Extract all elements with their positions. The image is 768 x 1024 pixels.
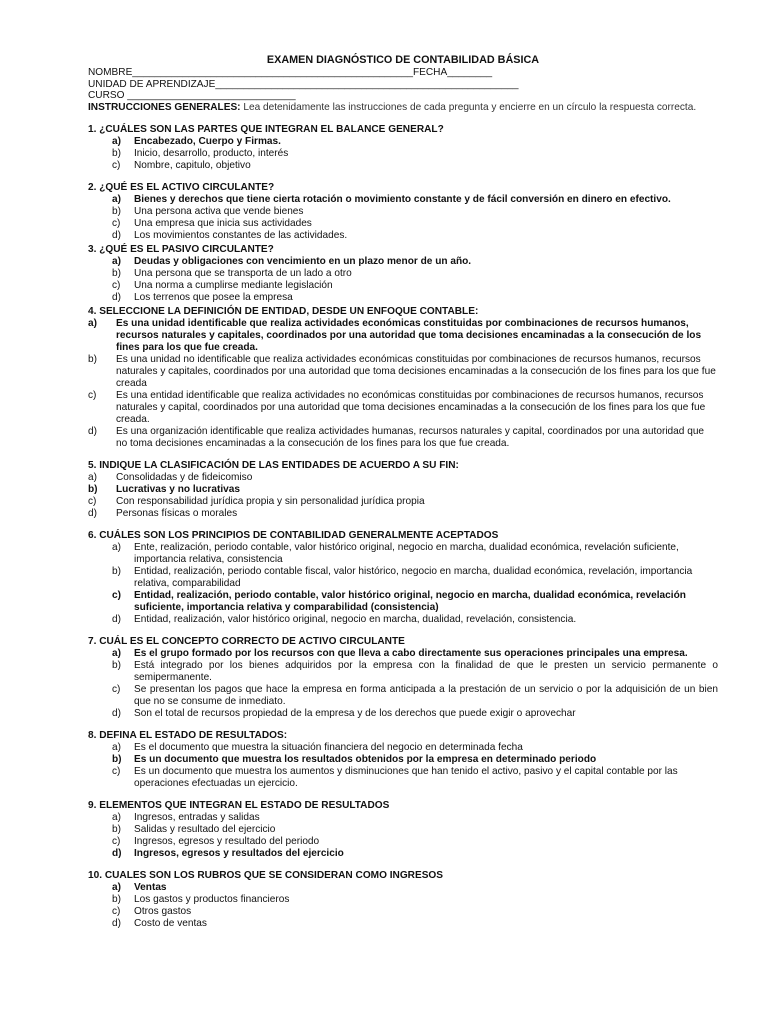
option-text: Bienes y derechos que tiene cierta rotación o movimiento constante y de fácil conversión en dinero en efectivo. bbox=[134, 193, 671, 205]
option-text: Está integrado por los bienes adquiridos por la empresa con la finalidad de que le presten un servicio permanente o semipermanente. bbox=[134, 659, 718, 683]
answer-option[interactable] bbox=[88, 894, 718, 906]
option-text: Los movimientos constantes de las actividades. bbox=[134, 229, 348, 241]
answer-option[interactable] bbox=[88, 906, 718, 918]
option-letter: b) bbox=[112, 753, 122, 765]
option-text: Nombre, capitulo, objetivo bbox=[134, 159, 251, 171]
option-text: Consolidadas y de fideicomiso bbox=[116, 471, 253, 483]
question-block bbox=[88, 636, 718, 720]
option-letter: b) bbox=[112, 823, 121, 835]
answer-option[interactable] bbox=[88, 566, 718, 590]
option-letter: a) bbox=[112, 811, 121, 823]
option-text: Inicio, desarrollo, producto, interés bbox=[134, 147, 289, 159]
option-letter: a) bbox=[112, 135, 121, 147]
option-text: Entidad, realización, periodo contable fiscal, valor histórico, negocio en marcha, dualidad económica, revelación, importancia relativa, comparabilidad bbox=[134, 565, 693, 589]
answer-option[interactable] bbox=[88, 812, 718, 824]
option-letter: b) bbox=[112, 147, 121, 159]
answer-option[interactable] bbox=[88, 160, 718, 172]
instructions-label: INSTRUCCIONES GENERALES: bbox=[88, 101, 241, 113]
answer-option[interactable] bbox=[88, 742, 718, 754]
unit-line: UNIDAD DE APRENDIZAJE______________________________________________________ bbox=[88, 78, 519, 90]
option-letter: b) bbox=[88, 483, 98, 495]
option-letter: c) bbox=[88, 389, 97, 401]
option-text: Con responsabilidad jurídica propia y sin personalidad jurídica propia bbox=[116, 495, 425, 507]
question-block bbox=[88, 244, 718, 304]
option-letter: b) bbox=[112, 659, 121, 671]
option-text: Es un documento que muestra los resultados obtenidos por la empresa en determinado periodo bbox=[134, 753, 597, 765]
option-letter: a) bbox=[112, 193, 121, 205]
option-text: Ingresos, egresos y resultados del ejercicio bbox=[134, 847, 344, 859]
option-letter: a) bbox=[112, 647, 121, 659]
option-letter: d) bbox=[112, 847, 122, 859]
option-text: Es una organización identificable que realiza actividades humanas, recursos naturales y capital, coordinados por una autoridad que no toma decisiones encaminadas a la consecución de los fines para los que fue creada. bbox=[116, 425, 705, 449]
option-letter: b) bbox=[112, 205, 121, 217]
answer-option[interactable] bbox=[88, 648, 718, 660]
course-line: CURSO ______________________________ bbox=[88, 90, 296, 101]
option-text: Es un documento que muestra los aumentos y disminuciones que han tenido el activo, pasivo y el capital contable por las operaciones efectuadas un ejercicio. bbox=[134, 765, 678, 789]
option-text: Se presentan los pagos que hace la empresa en forma anticipada a la prestación de un servicio o por la adquisición de un bien que no se consume de inmediato. bbox=[134, 683, 718, 707]
answer-option[interactable] bbox=[88, 614, 718, 626]
option-text: Entidad, realización, periodo contable, valor histórico original, negocio en marcha, dualidad económica, revelación suficiente, importancia relativa y comparabilidad (consistencia) bbox=[134, 589, 686, 613]
question-text: 7. CUÁL ES EL CONCEPTO CORRECTO DE ACTIVO CIRCULANTE bbox=[88, 635, 405, 647]
option-letter: d) bbox=[88, 507, 97, 519]
option-letter: b) bbox=[112, 565, 121, 577]
option-text: Ente, realización, periodo contable, valor histórico original, negocio en marcha, dualidad económica, revelación suficiente, importancia relativa, consistencia bbox=[134, 541, 679, 565]
answer-option[interactable] bbox=[88, 484, 718, 496]
exam-page bbox=[88, 54, 718, 930]
question-block bbox=[88, 124, 718, 172]
answer-option[interactable] bbox=[88, 918, 718, 930]
answer-option[interactable] bbox=[88, 390, 718, 426]
answer-option[interactable] bbox=[88, 684, 718, 708]
answer-option[interactable] bbox=[88, 292, 718, 304]
option-text: Los gastos y productos financieros bbox=[134, 893, 290, 905]
option-text: Encabezado, Cuerpo y Firmas. bbox=[134, 135, 281, 147]
answer-option[interactable] bbox=[88, 472, 718, 484]
option-text: Deudas y obligaciones con vencimiento en un plazo menor de un año. bbox=[134, 255, 472, 267]
option-text: Una persona que se transporta de un lado a otro bbox=[134, 267, 352, 279]
option-letter: c) bbox=[112, 159, 121, 171]
answer-option[interactable] bbox=[88, 508, 718, 520]
answer-option[interactable] bbox=[88, 426, 718, 450]
option-text: Son el total de recursos propiedad de la empresa y de los derechos que puede exigir o aprovechar bbox=[134, 707, 576, 719]
question-block bbox=[88, 800, 718, 860]
option-letter: b) bbox=[88, 353, 97, 365]
option-text: Lucrativas y no lucrativas bbox=[116, 483, 240, 495]
option-letter: c) bbox=[112, 905, 121, 917]
option-letter: b) bbox=[112, 267, 121, 279]
option-text: Es una unidad identificable que realiza actividades económicas constituidas por combinaciones de recursos humanos, recursos naturales y capitales, coordinados por una autoridad que toma decisiones encaminadas a la consecución de los fines para los que fue creada. bbox=[116, 317, 702, 353]
answer-option[interactable] bbox=[88, 206, 718, 218]
option-letter: c) bbox=[88, 495, 97, 507]
option-text: Personas físicas o morales bbox=[116, 507, 238, 519]
option-letter: c) bbox=[112, 835, 121, 847]
option-text: Una persona activa que vende bienes bbox=[134, 205, 304, 217]
option-letter: a) bbox=[88, 471, 97, 483]
option-letter: d) bbox=[88, 425, 97, 437]
option-letter: a) bbox=[112, 881, 121, 893]
option-letter: c) bbox=[112, 217, 121, 229]
option-letter: d) bbox=[112, 613, 121, 625]
option-letter: c) bbox=[112, 589, 121, 601]
option-letter: d) bbox=[112, 917, 121, 929]
question-block bbox=[88, 460, 718, 520]
option-letter: b) bbox=[112, 893, 121, 905]
answer-option[interactable] bbox=[88, 230, 718, 242]
option-text: Una empresa que inicia sus actividades bbox=[134, 217, 312, 229]
option-letter: c) bbox=[112, 279, 121, 291]
question-block bbox=[88, 530, 718, 626]
question-text: 9. ELEMENTOS QUE INTEGRAN EL ESTADO DE RESULTADOS bbox=[88, 799, 390, 811]
answer-option[interactable] bbox=[88, 318, 718, 354]
option-letter: a) bbox=[112, 255, 121, 267]
answer-option[interactable] bbox=[88, 766, 718, 790]
option-text: Es el grupo formado por los recursos con que lleva a cabo directamente sus operaciones principales una empresa. bbox=[134, 647, 688, 659]
name-date-line: NOMBRE__________________________________________________FECHA________ bbox=[88, 67, 493, 78]
exam-title: EXAMEN DIAGNÓSTICO DE CONTABILIDAD BÁSICA bbox=[266, 54, 540, 66]
option-text: Entidad, realización, valor histórico original, negocio en marcha, dualidad, revelación, consistencia. bbox=[134, 613, 577, 625]
question-text: 6. CUÁLES SON LOS PRINCIPIOS DE CONTABILIDAD GENERALMENTE ACEPTADOS bbox=[88, 529, 499, 541]
answer-option[interactable] bbox=[88, 824, 718, 836]
option-text: Ingresos, entradas y salidas bbox=[134, 811, 260, 823]
instructions bbox=[88, 102, 718, 114]
option-letter: c) bbox=[112, 683, 121, 695]
answer-option[interactable] bbox=[88, 836, 718, 848]
question-list bbox=[88, 124, 718, 930]
answer-option[interactable] bbox=[88, 268, 718, 280]
answer-option[interactable] bbox=[88, 754, 718, 766]
answer-option[interactable] bbox=[88, 590, 718, 614]
question-text: 8. DEFINA EL ESTADO DE RESULTADOS: bbox=[88, 729, 288, 741]
question-text: 1. ¿CUÁLES SON LAS PARTES QUE INTEGRAN EL BALANCE GENERAL? bbox=[88, 123, 444, 135]
option-text: Una norma a cumplirse mediante legislación bbox=[134, 279, 333, 291]
option-letter: a) bbox=[88, 317, 97, 329]
question-text: 3. ¿QUÉ ES EL PASIVO CIRCULANTE? bbox=[88, 243, 274, 255]
answer-option[interactable] bbox=[88, 136, 718, 148]
instructions-text: Lea detenidamente las instrucciones de cada pregunta y encierre en un círculo la respuesta correcta. bbox=[240, 101, 697, 113]
option-letter: d) bbox=[112, 229, 121, 241]
option-letter: c) bbox=[112, 765, 121, 777]
question-text: 10. CUALES SON LOS RUBROS QUE SE CONSIDERAN COMO INGRESOS bbox=[88, 869, 444, 881]
answer-option[interactable] bbox=[88, 354, 718, 390]
option-letter: a) bbox=[112, 741, 121, 753]
option-text: Los terrenos que posee la empresa bbox=[134, 291, 293, 303]
answer-option[interactable] bbox=[88, 542, 718, 566]
answer-option[interactable] bbox=[88, 218, 718, 230]
question-block bbox=[88, 306, 718, 450]
answer-option[interactable] bbox=[88, 496, 718, 508]
option-text: Es el documento que muestra la situación financiera del negocio en determinada fecha bbox=[134, 741, 523, 753]
answer-option[interactable] bbox=[88, 256, 718, 268]
option-text: Otros gastos bbox=[134, 905, 192, 917]
question-block bbox=[88, 182, 718, 242]
question-block bbox=[88, 870, 718, 930]
option-text: Salidas y resultado del ejercicio bbox=[134, 823, 276, 835]
question-block bbox=[88, 730, 718, 790]
question-text: 5. INDIQUE LA CLASIFICACIÓN DE LAS ENTIDADES DE ACUERDO A SU FIN: bbox=[88, 459, 459, 471]
option-text: Costo de ventas bbox=[134, 917, 207, 929]
answer-option[interactable] bbox=[88, 882, 718, 894]
option-text: Ingresos, egresos y resultado del periodo bbox=[134, 835, 320, 847]
option-text: Es una entidad identificable que realiza actividades no económicas constituidas por combinaciones de recursos humanos, recursos naturales y capital, coordinados por una autoridad que toma decisiones encaminadas a la consecución de los fines para los que fue creada. bbox=[116, 389, 706, 425]
question-text: 2. ¿QUÉ ES EL ACTIVO CIRCULANTE? bbox=[88, 181, 275, 193]
answer-option[interactable] bbox=[88, 148, 718, 160]
answer-option[interactable] bbox=[88, 848, 718, 860]
question-text: 4. SELECCIONE LA DEFINICIÓN DE ENTIDAD, DESDE UN ENFOQUE CONTABLE: bbox=[88, 305, 479, 317]
answer-option[interactable] bbox=[88, 194, 718, 206]
option-text: Es una unidad no identificable que realiza actividades económicas constituidas por combinaciones de recursos humanos, recursos naturales y capitales, coordinados por una autoridad que toma decisiones encaminadas a la consecución de los fines para los que fue creada bbox=[116, 353, 716, 389]
option-letter: d) bbox=[112, 291, 121, 303]
option-letter: a) bbox=[112, 541, 121, 553]
answer-option[interactable] bbox=[88, 708, 718, 720]
option-letter: d) bbox=[112, 707, 121, 719]
answer-option[interactable] bbox=[88, 280, 718, 292]
option-text: Ventas bbox=[134, 881, 167, 893]
answer-option[interactable] bbox=[88, 660, 718, 684]
